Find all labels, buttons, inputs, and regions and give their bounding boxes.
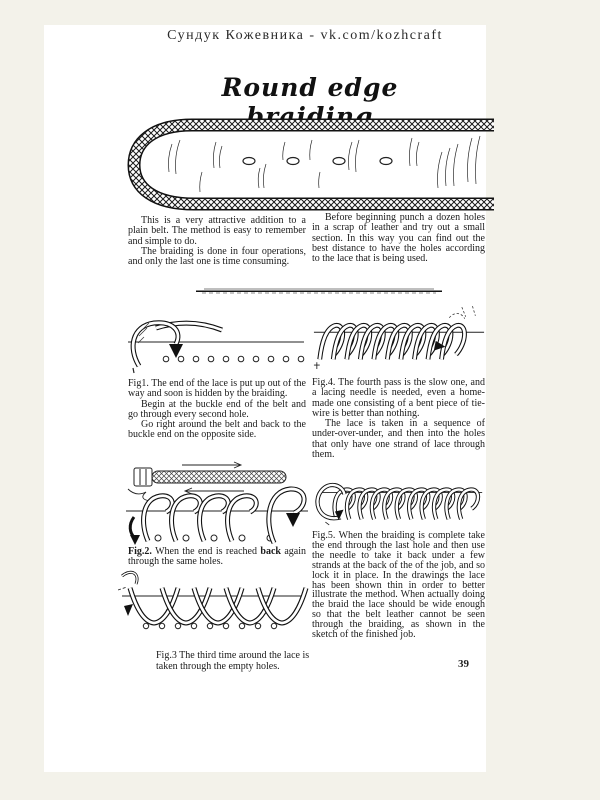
fig3-caption — [156, 651, 314, 672]
flat-lace-illustration — [196, 288, 442, 294]
fig5-caption — [312, 531, 485, 640]
page-number: 39 — [458, 658, 469, 670]
mini-belt — [152, 471, 286, 483]
page-title: Round edge braiding — [221, 73, 399, 131]
leather-hatching — [168, 136, 480, 192]
intro-right-p1: Before beginning punch a dozen holes in a scrap of leather and try out a small section. In this way you can find out the best distance to have the holes according to the lace that is being used. — [312, 212, 485, 265]
fig2-label: Fig.2. — [128, 546, 152, 557]
fig2-caption-text: Fig.2. When the end is reached back again through the same holes. — [128, 546, 307, 568]
fig4-caption-p2: The lace is taken in a sequence of under-over-under, and then into the holes that only have one strand of lace through them. — [312, 418, 485, 461]
watermark-header: Сундук Кожевника - vk.com/kozhcraft — [167, 28, 443, 43]
intro-left-column — [128, 216, 306, 267]
belt-illustration — [112, 112, 494, 217]
fig3-holes — [143, 623, 276, 628]
fig5-illustration — [312, 477, 486, 527]
fig4-dashed-lace — [449, 306, 475, 319]
fig1-caption-p3: Go right around the belt and back to the buckle end on the opposite side. — [128, 419, 306, 441]
fig4-illustration — [312, 303, 486, 375]
belt-holes — [243, 158, 392, 165]
fig1-holes — [163, 356, 304, 362]
intro-left-p1: This is a very attractive addition to a plain belt. The method is easy to remember and simple to do. — [128, 215, 306, 247]
fig1-illustration — [126, 306, 306, 378]
fig1-caption — [128, 379, 306, 441]
intro-left-p2: The braiding is done in four operations, and only the last one is time consuming. — [128, 245, 306, 268]
book-page — [44, 25, 486, 772]
fig3-caption-text: Fig.3 The third time around the lace is taken through the empty holes. — [156, 650, 310, 672]
fig1-caption-p1: Fig1. The end of the lace is put up out of the way and soon is hidden by the braiding. — [128, 378, 306, 400]
intro-right-column — [312, 213, 485, 264]
fig2-illustration — [124, 461, 310, 549]
fig5-caption-text: Fig.5. When the braiding is complete take the end through the last hole and then use the needle to take it back under a few strands at the back of the of the job, and so lock it in place. In the drawings the lace has been shown thin in order to better illustrate the method. When actually doing the braid the lace should be wide enough so that the belt leather cannot be seen through the braiding, as shown in the sketch of the finished job. — [312, 530, 485, 641]
fig1-caption-p2: Begin at the buckle end of the belt and go through every second hole. — [128, 398, 306, 420]
fig2-caption — [128, 547, 306, 568]
fig4-caption-p1: Fig.4. The fourth pass is the slow one, and a lacing needle is needed, even a home-made one consisting of a bent piece of tie-wire is better than nothing. — [312, 377, 485, 419]
fig3-illustration — [118, 570, 310, 646]
belt-buckle — [134, 468, 152, 486]
fig4-caption — [312, 378, 485, 460]
